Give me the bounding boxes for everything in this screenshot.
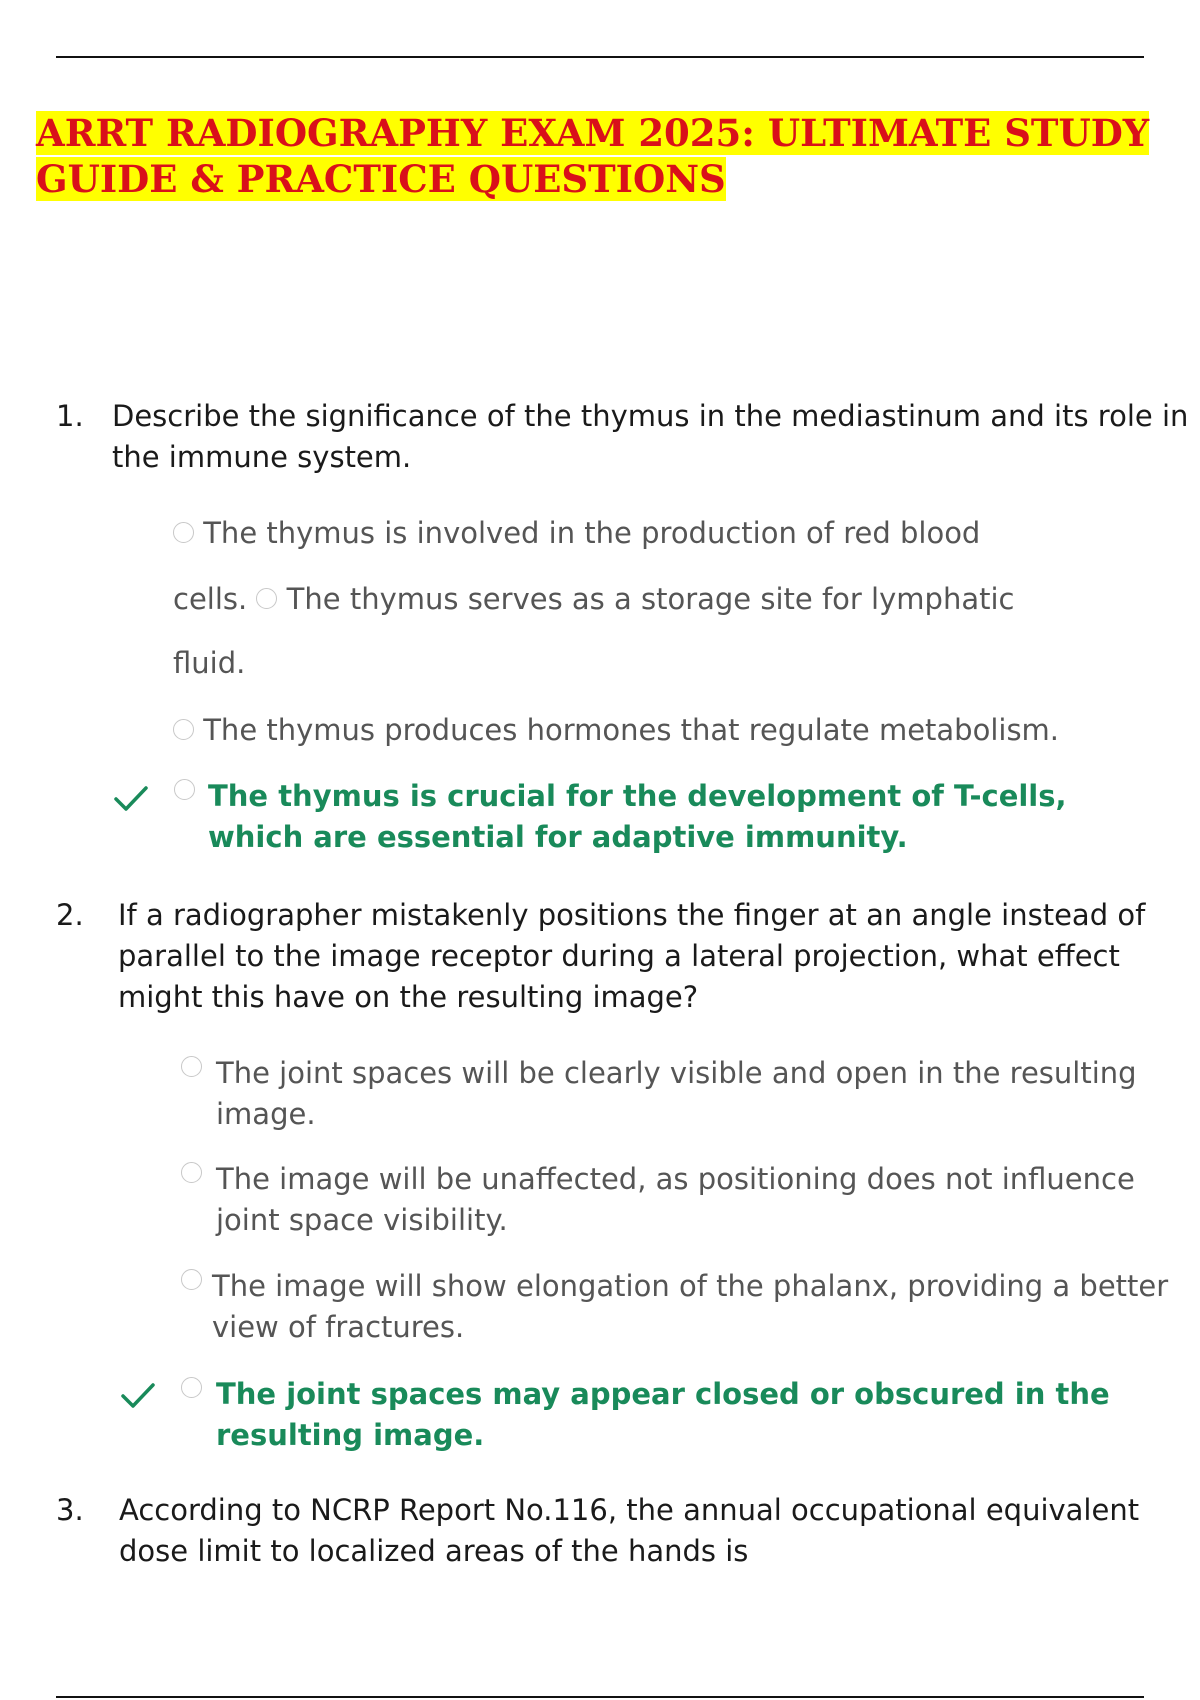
option-text: The joint spaces may appear closed or obscured in the resulting image. [216, 1377, 1110, 1452]
radio-circle-icon[interactable] [174, 779, 195, 800]
radio-circle-icon[interactable] [181, 1056, 202, 1077]
document-title: ARRT RADIOGRAPHY EXAM 2025: ULTIMATE STUDY GUIDE & PRACTICE QUESTIONS [36, 111, 1150, 201]
option-text: The thymus is crucial for the development of T-cells, which are essential for adaptive immunity. [208, 779, 1067, 854]
option-text: The image will be unaffected, as positioning does not influence joint space visibility. [216, 1162, 1135, 1237]
option-text-continuation: fluid. [173, 646, 246, 680]
radio-circle-icon[interactable] [256, 588, 277, 609]
answer-option[interactable] [173, 579, 1073, 620]
option-text-line: cells. [173, 582, 248, 616]
answer-option[interactable] [216, 1053, 1146, 1135]
checkmark-icon [113, 784, 149, 814]
question-text: If a radiographer mistakenly positions the finger at an angle instead of parallel to the image receptor during a lateral projection, what effect might this have on the resulting image? [118, 898, 1146, 1014]
option-text: The image will show elongation of the phalanx, providing a better view of fractures. [212, 1269, 1169, 1344]
radio-circle-icon[interactable] [181, 1162, 202, 1183]
radio-circle-icon[interactable] [181, 1269, 202, 1290]
answer-option[interactable] [173, 513, 1073, 554]
question-number: 3. [56, 1493, 84, 1527]
option-text-line: The thymus serves as a storage site for lymphatic [286, 582, 1015, 616]
radio-circle-icon[interactable] [173, 719, 194, 740]
option-text: The joint spaces will be clearly visible and open in the resulting image. [216, 1056, 1137, 1131]
option-text-line: The thymus is involved in the production of red blood [203, 516, 981, 550]
question-number: 2. [56, 898, 84, 932]
question-number: 1. [56, 399, 84, 433]
question-text: Describe the significance of the thymus in the mediastinum and its role in the immune system. [112, 399, 1189, 474]
radio-circle-icon[interactable] [173, 522, 194, 543]
correct-answer-option[interactable] [208, 776, 1138, 858]
answer-option[interactable] [173, 710, 1073, 751]
radio-circle-icon[interactable] [181, 1377, 202, 1398]
answer-option[interactable] [212, 1266, 1172, 1348]
bottom-rule [56, 1696, 1144, 1698]
question-text: According to NCRP Report No.116, the annual occupational equivalent dose limit to localized areas of the hands is [119, 1493, 1140, 1568]
top-rule [56, 56, 1144, 58]
option-text: The thymus produces hormones that regulate metabolism. [203, 713, 1060, 747]
checkmark-icon [120, 1381, 156, 1411]
answer-option[interactable] [216, 1159, 1146, 1241]
correct-answer-option[interactable] [216, 1374, 1156, 1456]
